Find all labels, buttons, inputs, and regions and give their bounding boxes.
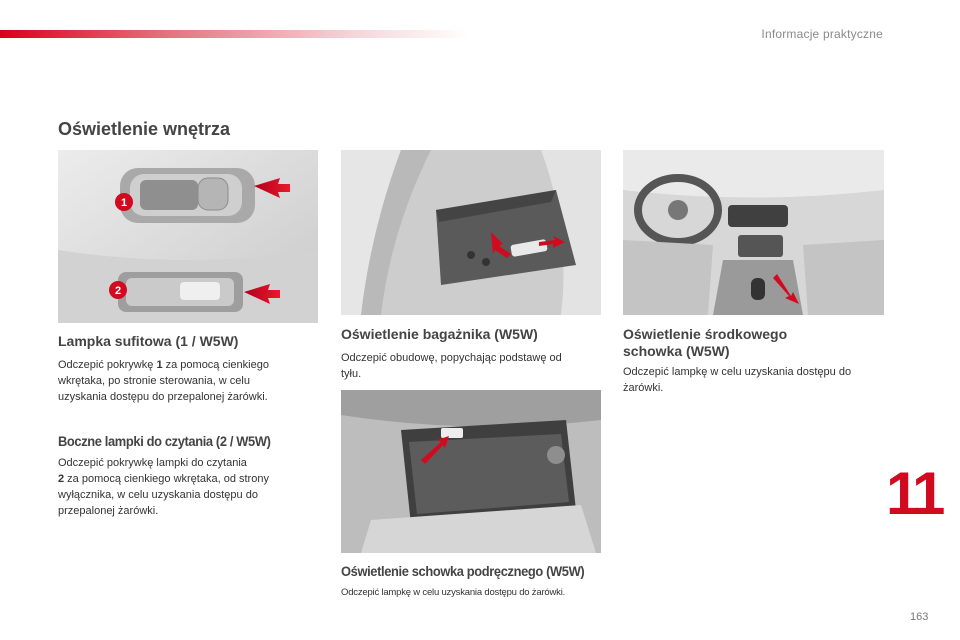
ceiling-lamp-photo [58,150,318,323]
callout-1: 1 [120,197,128,209]
boot-lamp-photo [341,150,601,315]
console-lamp-photo [623,150,884,315]
glovebox-text: Odczepić lampkę w celu uzyskania dostępu do żarówki. [341,587,566,598]
console-lamp-heading: Oświetlenie środkowego schowka (W5W) [623,326,788,359]
glovebox-heading: Oświetlenie schowka podręcznego (W5W) [341,563,585,579]
glovebox-photo [341,390,601,553]
page-number: 163 [910,611,929,623]
ceiling-lamp-text: Odczepić pokrywkę 1 za pomocą cienkiego wkrętaka, po stronie sterowania, w celu uzyskania dostępu do przepalonej żarówki. [58,359,269,403]
chapter-number: 11 [886,460,942,527]
boot-lamp-text: Odczepić obudowę, popychając podstawę od tyłu. [341,352,562,380]
reading-lamp-text: Odczepić pokrywkę lampki do czytania 2 za pomocą cienkiego wkrętaka, od strony wyłącznika, w celu uzyskania dostępu do przepalonej żarówki. [58,457,269,517]
boot-lamp-heading: Oświetlenie bagażnika (W5W) [341,326,538,342]
callout-2: 2 [114,285,122,297]
console-lamp-text: Odczepić lampkę w celu uzyskania dostępu do żarówki. [623,366,852,394]
reading-lamp-heading: Boczne lampki do czytania (2 / W5W) [58,433,271,449]
header-accent-bar [0,30,470,38]
page-title: Oświetlenie wnętrza [58,119,231,139]
section-header: Informacje praktyczne [761,27,883,41]
ceiling-lamp-heading: Lampka sufitowa (1 / W5W) [58,333,239,349]
